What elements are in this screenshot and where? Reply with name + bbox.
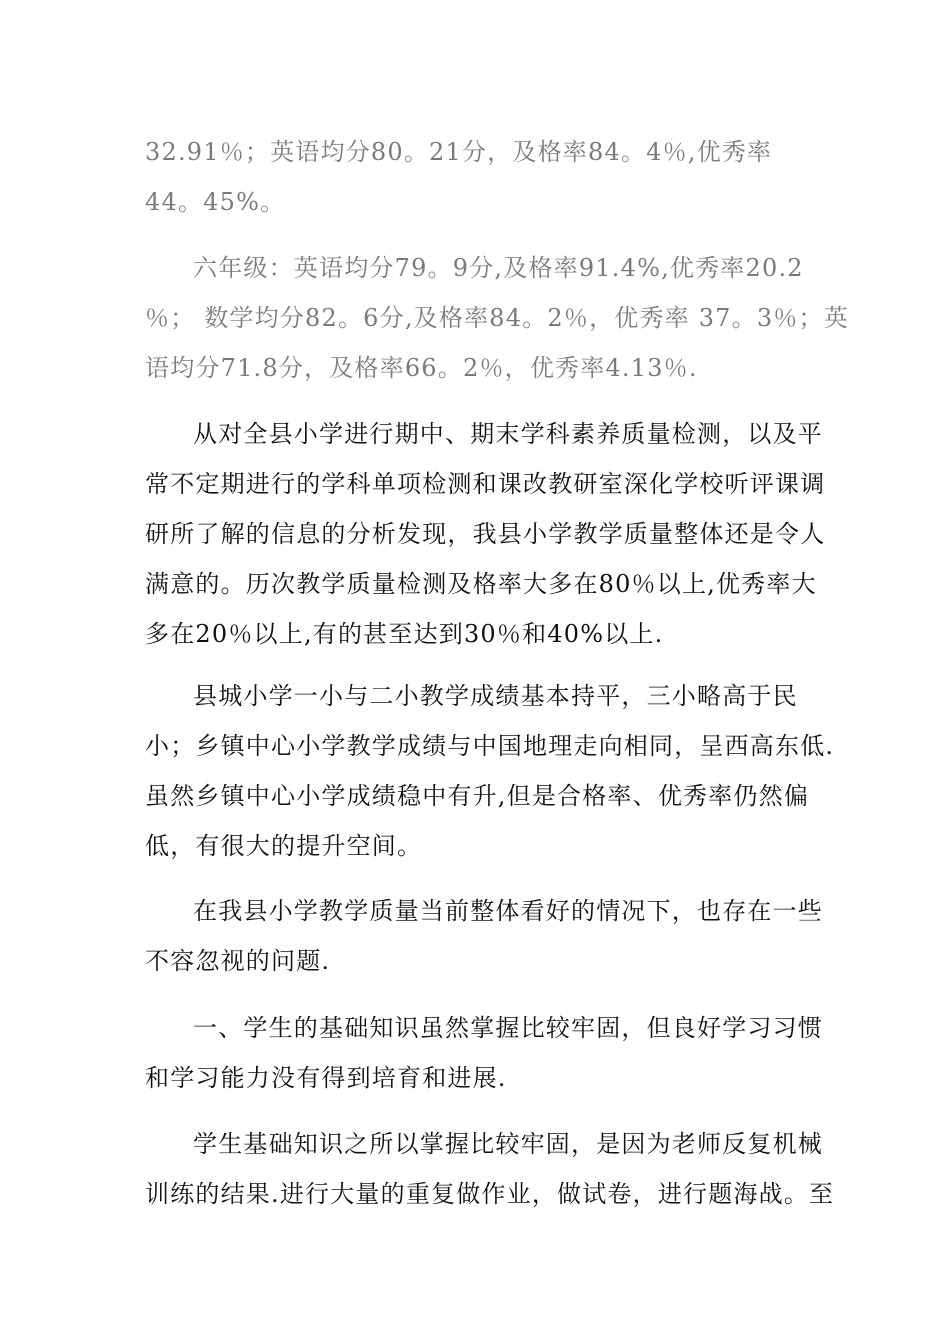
text-line: 在我县小学教学质量当前整体看好的情况下，也存在一些 — [193, 897, 823, 925]
text-line: 训练的结果.进行大量的重复做作业，做试卷，进行题海战。至 — [145, 1180, 835, 1208]
text-line: 常不定期进行的学科单项检测和课改教研室深化学校听评课调 — [145, 470, 826, 498]
text-line: 44。45%。 — [145, 188, 286, 216]
text-line: 32.91％；英语均分80。21分，及格率84。4％,优秀率 — [145, 138, 773, 166]
text-line: 满意的。历次教学质量检测及格率大多在80％以上,优秀率大 — [145, 570, 817, 598]
text-line: 学生基础知识之所以掌握比较牢固，是因为老师反复机械 — [193, 1130, 823, 1158]
text-line: 从对全县小学进行期中、期末学科素养质量检测，以及平 — [193, 420, 823, 448]
text-line: 小；乡镇中心小学教学成绩与中国地理走向相同，呈西高东低. — [145, 732, 835, 760]
text-line: 不容忽视的问题. — [145, 947, 331, 975]
text-line: 研所了解的信息的分析发现，我县小学教学质量整体还是令人 — [145, 520, 826, 548]
text-line: 虽然乡镇中心小学成绩稳中有升,但是合格率、优秀率仍然偏 — [145, 782, 810, 810]
text-line: 一、学生的基础知识虽然掌握比较牢固，但良好学习习惯 — [193, 1014, 823, 1042]
text-line: 县城小学一小与二小教学成绩基本持平，三小略高于民 — [193, 682, 798, 710]
text-line: 低，有很大的提升空间。 — [145, 832, 423, 860]
text-line: 语均分71.8分，及格率66。2％，优秀率4.13％. — [145, 354, 698, 382]
text-line: 六年级：英语均分79。9分,及格率91.4%,优秀率20.2 — [193, 254, 804, 282]
text-line: 多在20％以上,有的甚至达到30％和40%以上. — [145, 620, 664, 648]
text-line: 和学习能力没有得到培育和进展. — [145, 1064, 507, 1092]
text-line: ％； 数学均分82。6分,及格率84。2％，优秀率 37。3％；英 — [145, 304, 849, 332]
